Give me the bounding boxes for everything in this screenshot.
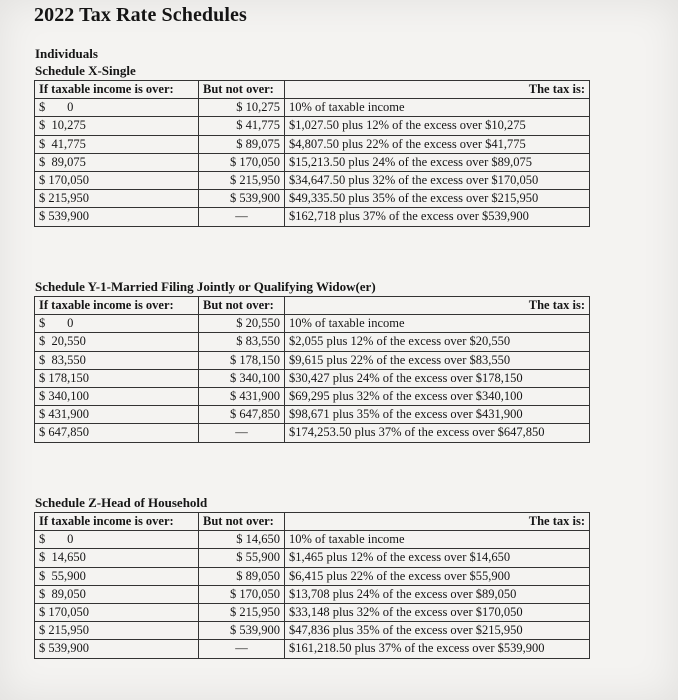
cell-tax: $69,295 plus 32% of the excess over $340,100 — [285, 387, 590, 405]
cell-not-over: $ 178,150 — [199, 351, 285, 369]
cell-not-over: $ 647,850 — [199, 406, 285, 424]
cell-over: $ 170,050 — [35, 171, 199, 189]
cell-over: $ 539,900 — [35, 208, 199, 226]
header-tax: The tax is: — [285, 297, 590, 315]
cell-over: $ 340,100 — [35, 387, 199, 405]
cell-tax: $174,253.50 plus 37% of the excess over $647,850 — [285, 424, 590, 442]
cell-over: $ 0 — [35, 99, 199, 117]
cell-tax: $1,465 plus 12% of the excess over $14,650 — [285, 549, 590, 567]
table-row — [35, 351, 590, 369]
cell-over: $ 55,900 — [35, 567, 199, 585]
header-over: If taxable income is over: — [35, 297, 199, 315]
cell-not-over: — — [199, 640, 285, 658]
cell-over: $ 10,275 — [35, 117, 199, 135]
cell-tax: $15,213.50 plus 24% of the excess over $89,075 — [285, 153, 590, 171]
cell-tax: $162,718 plus 37% of the excess over $539,900 — [285, 208, 590, 226]
table-header-row — [35, 513, 590, 531]
schedule-y1-table — [34, 296, 590, 443]
cell-over: $ 89,050 — [35, 585, 199, 603]
cell-tax: $13,708 plus 24% of the excess over $89,050 — [285, 585, 590, 603]
cell-tax: $33,148 plus 32% of the excess over $170,050 — [285, 603, 590, 621]
table-row — [35, 387, 590, 405]
cell-over: $ 0 — [35, 531, 199, 549]
table-row — [35, 622, 590, 640]
schedule-x-table — [34, 80, 590, 227]
table-row — [35, 585, 590, 603]
cell-not-over: — — [199, 208, 285, 226]
table-header-row — [35, 81, 590, 99]
cell-over: $ 539,900 — [35, 640, 199, 658]
cell-tax: $98,671 plus 35% of the excess over $431,900 — [285, 406, 590, 424]
schedule-z-table — [34, 512, 590, 659]
cell-tax: 10% of taxable income — [285, 99, 590, 117]
table-row — [35, 333, 590, 351]
table-row — [35, 190, 590, 208]
table-row — [35, 99, 590, 117]
cell-tax: 10% of taxable income — [285, 531, 590, 549]
cell-not-over: $ 539,900 — [199, 622, 285, 640]
table-header-row — [35, 297, 590, 315]
cell-not-over: $ 215,950 — [199, 603, 285, 621]
header-tax: The tax is: — [285, 513, 590, 531]
cell-tax: $2,055 plus 12% of the excess over $20,550 — [285, 333, 590, 351]
cell-tax: $6,415 plus 22% of the excess over $55,900 — [285, 567, 590, 585]
table-row — [35, 153, 590, 171]
section-label: Individuals — [35, 46, 98, 61]
cell-not-over: $ 340,100 — [199, 369, 285, 387]
table-row — [35, 531, 590, 549]
header-over: If taxable income is over: — [35, 81, 199, 99]
cell-over: $ 647,850 — [35, 424, 199, 442]
header-not-over: But not over: — [199, 513, 285, 531]
schedule-x-title: Schedule X-Single — [35, 63, 136, 78]
cell-over: $ 215,950 — [35, 190, 199, 208]
table-row — [35, 640, 590, 658]
cell-tax: $30,427 plus 24% of the excess over $178,150 — [285, 369, 590, 387]
cell-over: $ 41,775 — [35, 135, 199, 153]
header-tax: The tax is: — [285, 81, 590, 99]
cell-not-over: $ 539,900 — [199, 190, 285, 208]
cell-not-over: $ 89,075 — [199, 135, 285, 153]
cell-not-over: $ 10,275 — [199, 99, 285, 117]
cell-over: $ 89,075 — [35, 153, 199, 171]
table-row — [35, 315, 590, 333]
schedule-z-rows — [35, 531, 590, 658]
header-over: If taxable income is over: — [35, 513, 199, 531]
schedule-x-rows — [35, 99, 590, 226]
cell-tax: $161,218.50 plus 37% of the excess over $539,900 — [285, 640, 590, 658]
cell-over: $ 215,950 — [35, 622, 199, 640]
table-row — [35, 406, 590, 424]
cell-not-over: $ 14,650 — [199, 531, 285, 549]
table-row — [35, 117, 590, 135]
cell-tax: $34,647.50 plus 32% of the excess over $170,050 — [285, 171, 590, 189]
cell-over: $ 178,150 — [35, 369, 199, 387]
cell-not-over: $ 215,950 — [199, 171, 285, 189]
table-row — [35, 424, 590, 442]
cell-tax: $49,335.50 plus 35% of the excess over $215,950 — [285, 190, 590, 208]
table-row — [35, 208, 590, 226]
cell-tax: $1,027.50 plus 12% of the excess over $10,275 — [285, 117, 590, 135]
cell-over: $ 170,050 — [35, 603, 199, 621]
table-row — [35, 135, 590, 153]
table-row — [35, 603, 590, 621]
cell-not-over: — — [199, 424, 285, 442]
cell-not-over: $ 83,550 — [199, 333, 285, 351]
schedule-y1-title: Schedule Y-1-Married Filing Jointly or Qualifying Widow(er) — [35, 279, 376, 294]
cell-over: $ 14,650 — [35, 549, 199, 567]
table-row — [35, 549, 590, 567]
cell-not-over: $ 41,775 — [199, 117, 285, 135]
schedule-z-title: Schedule Z-Head of Household — [35, 495, 208, 510]
cell-not-over: $ 170,050 — [199, 153, 285, 171]
cell-over: $ 83,550 — [35, 351, 199, 369]
table-row — [35, 369, 590, 387]
cell-not-over: $ 20,550 — [199, 315, 285, 333]
cell-over: $ 431,900 — [35, 406, 199, 424]
cell-over: $ 20,550 — [35, 333, 199, 351]
page-title: 2022 Tax Rate Schedules — [34, 4, 247, 26]
header-not-over: But not over: — [199, 81, 285, 99]
cell-not-over: $ 89,050 — [199, 567, 285, 585]
table-row — [35, 567, 590, 585]
cell-tax: 10% of taxable income — [285, 315, 590, 333]
cell-not-over: $ 170,050 — [199, 585, 285, 603]
cell-tax: $4,807.50 plus 22% of the excess over $41,775 — [285, 135, 590, 153]
cell-not-over: $ 431,900 — [199, 387, 285, 405]
schedule-y1-rows — [35, 315, 590, 442]
cell-over: $ 0 — [35, 315, 199, 333]
cell-not-over: $ 55,900 — [199, 549, 285, 567]
header-not-over: But not over: — [199, 297, 285, 315]
cell-tax: $47,836 plus 35% of the excess over $215,950 — [285, 622, 590, 640]
cell-tax: $9,615 plus 22% of the excess over $83,550 — [285, 351, 590, 369]
table-row — [35, 171, 590, 189]
